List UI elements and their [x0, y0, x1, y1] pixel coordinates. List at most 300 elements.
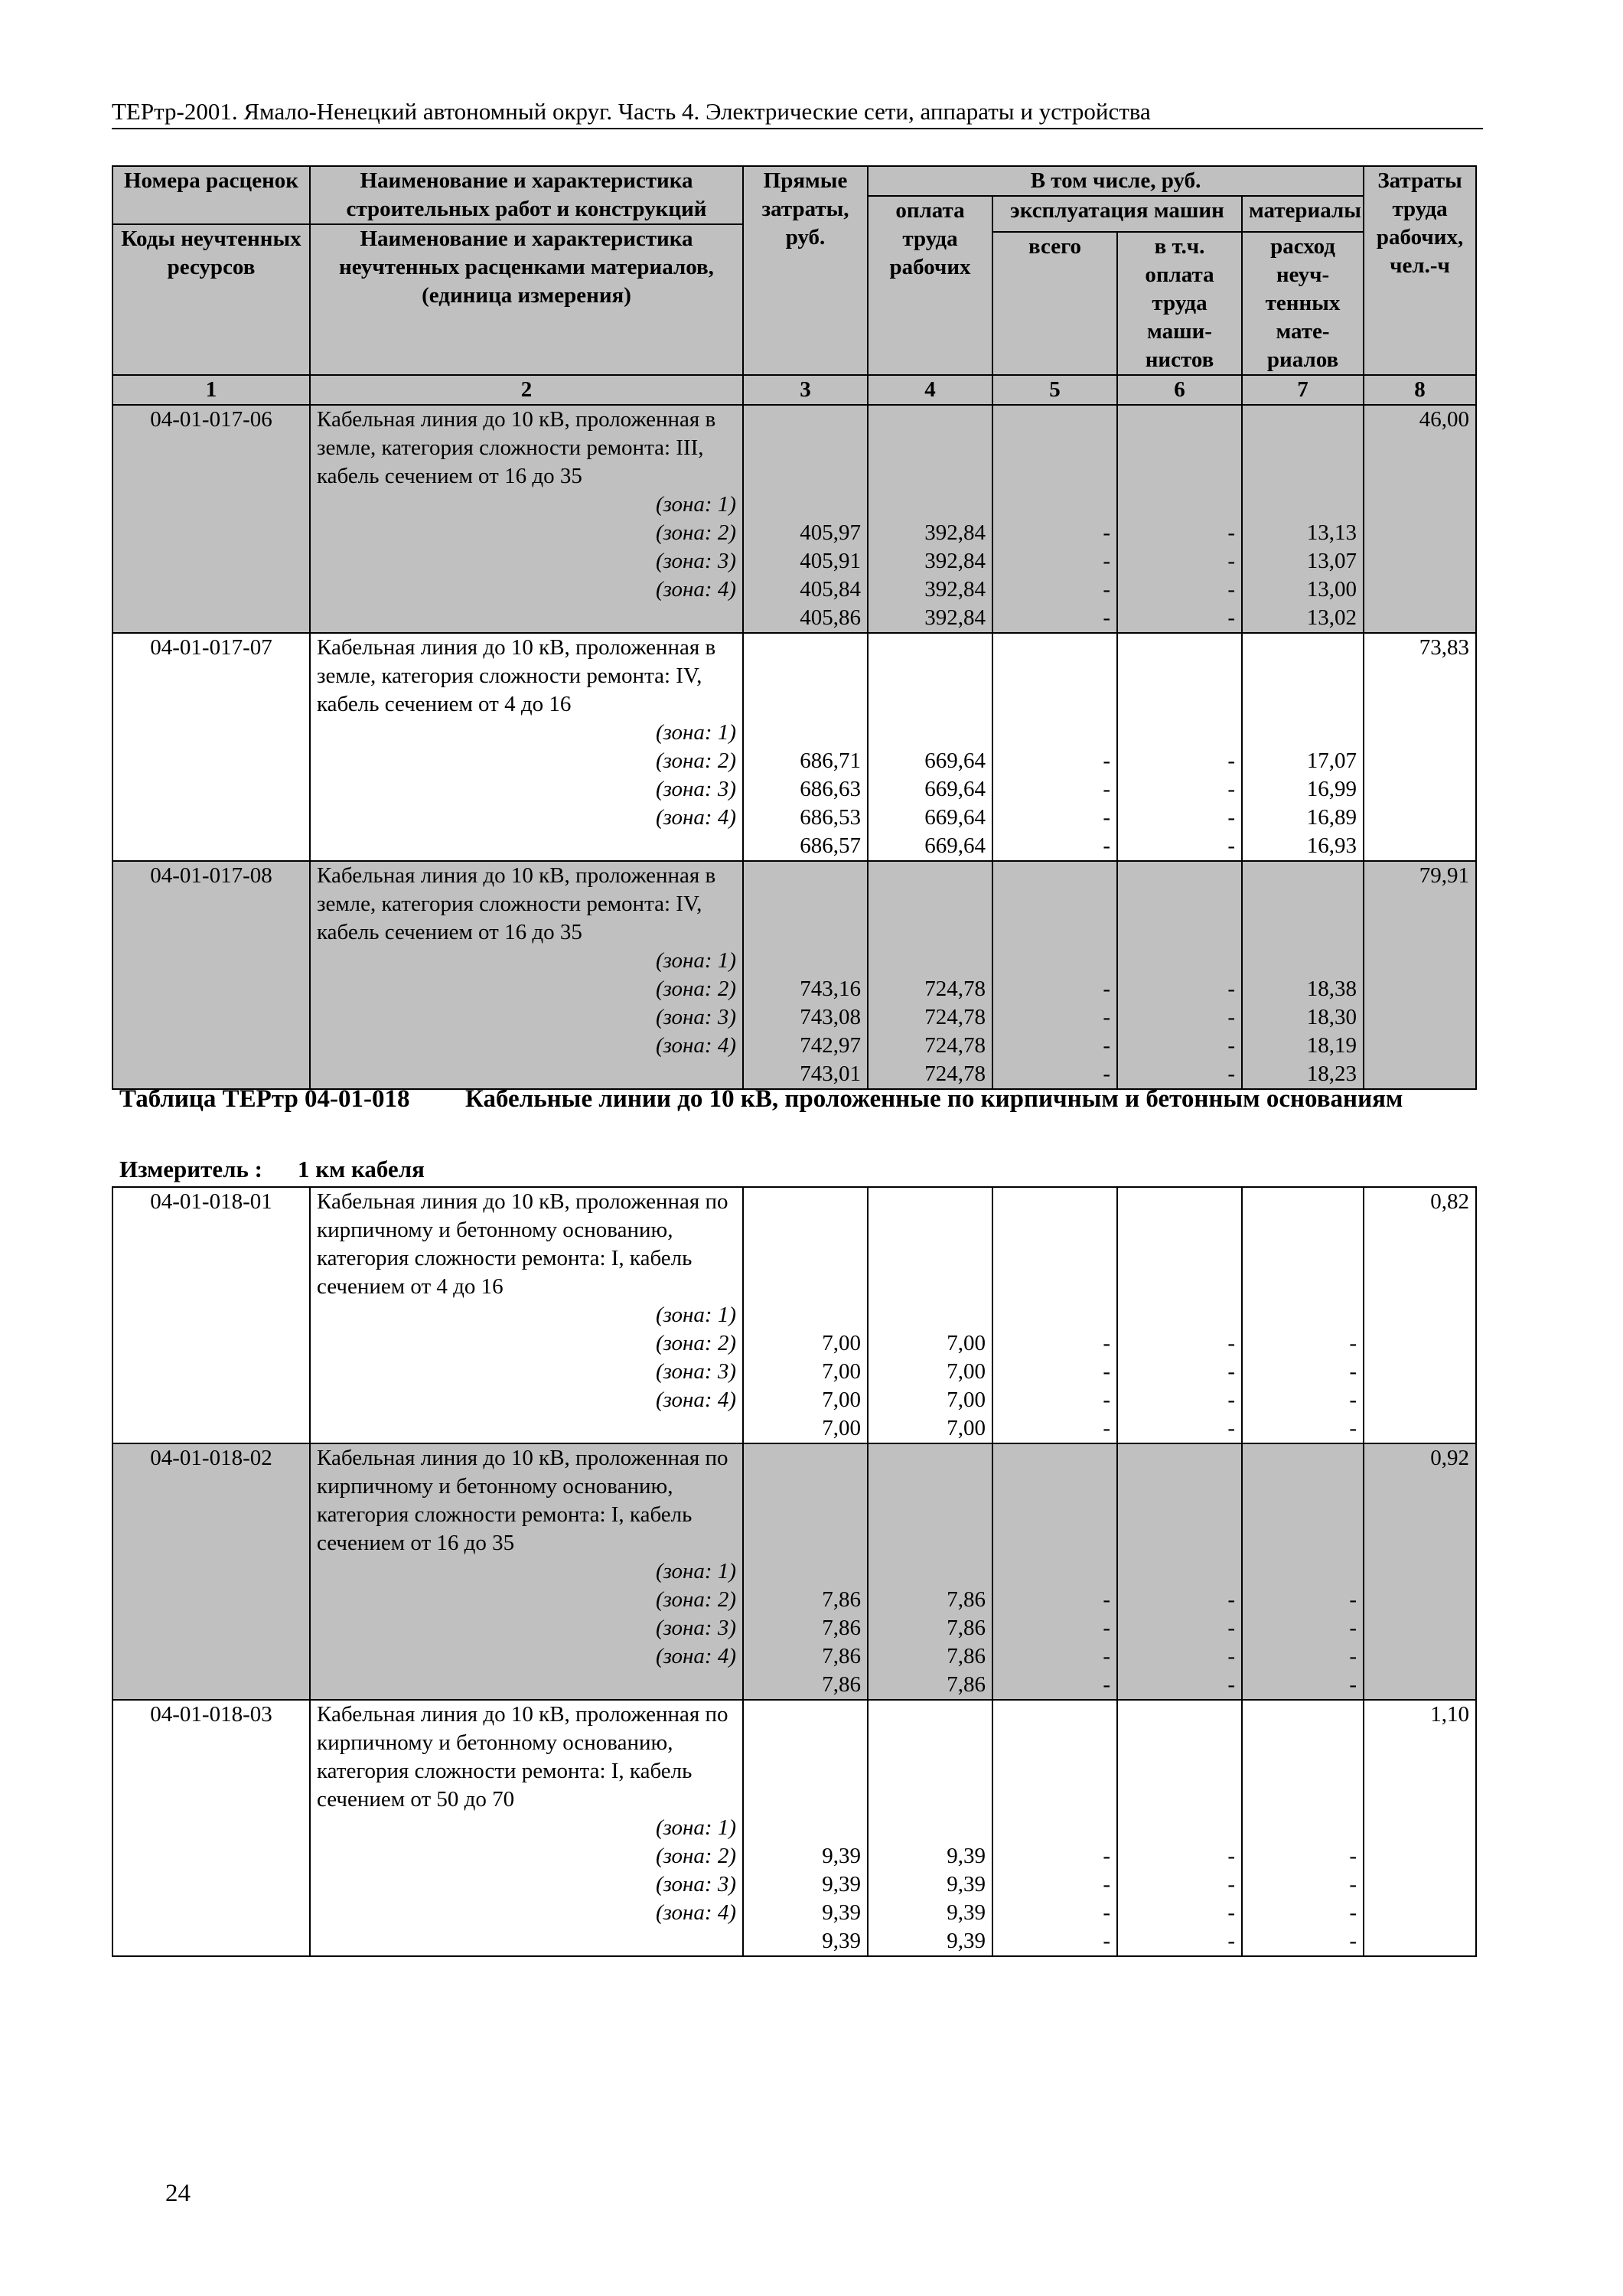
value-direct: 742,97 — [800, 1033, 861, 1058]
col-number: 2 — [310, 375, 743, 405]
value-mat: - — [1349, 1416, 1357, 1440]
value-mach-pay: - — [1227, 1005, 1235, 1029]
mach-pay-cell — [1117, 1443, 1242, 1700]
mach-cell — [992, 1700, 1117, 1956]
value-mach: - — [1103, 1033, 1110, 1058]
resource-codes-header: Коды неучтенных ресурсов — [112, 224, 310, 375]
spacer-line — [1249, 1757, 1357, 1786]
zone-label: (зона: 2) — [655, 520, 736, 545]
zone-label: (зона: 2) — [655, 977, 736, 1001]
spacer-line — [999, 1273, 1110, 1301]
direct-cell — [743, 633, 868, 861]
value-mat: 17,07 — [1306, 748, 1357, 773]
value-mach-pay: - — [1227, 577, 1235, 602]
value-direct: 743,01 — [800, 1062, 861, 1086]
value-direct: 686,57 — [800, 833, 861, 858]
value-mach-pay: - — [1227, 1872, 1235, 1896]
description-cell — [310, 1700, 743, 1956]
value-direct: 7,86 — [822, 1587, 861, 1612]
spacer-line — [875, 1273, 986, 1301]
value-mach-pay: - — [1227, 1587, 1235, 1612]
spacer-line — [1249, 491, 1357, 519]
spacer-line — [750, 662, 861, 690]
spacer-line — [1249, 662, 1357, 690]
value-direct: 7,00 — [822, 1331, 861, 1355]
zone-label: (зона: 3) — [655, 1872, 736, 1896]
spacer-line — [1249, 1244, 1357, 1273]
value-direct: 7,86 — [822, 1672, 861, 1697]
spacer-line — [750, 918, 861, 947]
spacer-line — [750, 406, 861, 434]
value-mach-pay: - — [1227, 1388, 1235, 1412]
spacer-line — [875, 1244, 986, 1273]
spacer-line — [1124, 491, 1235, 519]
value-mach: - — [1103, 1872, 1110, 1896]
spacer-line — [875, 1557, 986, 1586]
work-description: Кабельная линия до 10 кВ, проложенная по кирпичному и бетонному основанию, категория сложности ремонта: I, кабель сечением от 16 до 35 — [317, 1446, 728, 1555]
mat-cell — [1242, 861, 1364, 1089]
value-mach: - — [1103, 1331, 1110, 1355]
zone-label: (зона: 2) — [655, 1844, 736, 1868]
value-mach-pay: - — [1227, 977, 1235, 1001]
mach-pay-cell — [1117, 633, 1242, 861]
record-row — [112, 1187, 1476, 1443]
spacer-line — [875, 634, 986, 662]
running-header: ТЕРтр-2001. Ямало-Ненецкий автономный округ. Часть 4. Электрические сети, аппараты и устройства — [112, 96, 1483, 129]
value-mach: - — [1103, 520, 1110, 545]
spacer-line — [750, 1244, 861, 1273]
pay-cell — [868, 633, 992, 861]
spacer-line — [1249, 719, 1357, 747]
spacer-line — [1124, 1557, 1235, 1586]
spacer-line — [1124, 1244, 1235, 1273]
description-cell — [310, 405, 743, 633]
pay-cell — [868, 1700, 992, 1956]
value-mach: - — [1103, 1062, 1110, 1086]
spacer-line — [1124, 1444, 1235, 1473]
work-name-header: Наименование и характеристика строительных работ и конструкций — [310, 166, 743, 224]
value-mach-pay: - — [1227, 1062, 1235, 1086]
spacer-line — [1124, 1529, 1235, 1557]
pay-cell — [868, 861, 992, 1089]
unaccounted-materials-header: расход неуч- тенных мате- риалов — [1242, 232, 1364, 375]
rates-table-04-01-017 — [112, 165, 1477, 1090]
value-mach: - — [1103, 748, 1110, 773]
spacer-line — [999, 1501, 1110, 1529]
spacer-line — [999, 1557, 1110, 1586]
spacer-line — [1249, 1473, 1357, 1501]
spacer-line — [999, 918, 1110, 947]
value-mach-pay: - — [1227, 777, 1235, 801]
value-mat: 18,19 — [1306, 1033, 1357, 1058]
value-mat: 18,30 — [1306, 1005, 1357, 1029]
direct-cell — [743, 861, 868, 1089]
value-mat: - — [1349, 1359, 1357, 1384]
direct-cell — [743, 1443, 868, 1700]
value-mach-pay: - — [1227, 833, 1235, 858]
spacer-line — [875, 1786, 986, 1814]
labor-pay-header: оплата труда рабочих — [868, 196, 992, 375]
rate-code-cell — [112, 1443, 310, 1700]
value-mach: - — [1103, 1388, 1110, 1412]
material-name-header: Наименование и характеристика неучтенных расценками материалов, (единица измерения) — [310, 224, 743, 375]
description-cell — [310, 633, 743, 861]
value-direct: 405,84 — [800, 577, 861, 602]
spacer-line — [1249, 1529, 1357, 1557]
rate-code: 04-01-018-01 — [150, 1189, 272, 1214]
spacer-line — [1249, 862, 1357, 890]
value-pay: 7,86 — [947, 1672, 986, 1697]
rate-code-cell — [112, 633, 310, 861]
spacer-line — [1124, 662, 1235, 690]
direct-cell — [743, 1700, 868, 1956]
spacer-line — [1249, 918, 1357, 947]
spacer-line — [750, 1757, 861, 1786]
value-pay: 392,84 — [924, 605, 986, 630]
spacer-line — [750, 1501, 861, 1529]
value-mach-pay: - — [1227, 1900, 1235, 1925]
spacer-line — [999, 1473, 1110, 1501]
value-pay: 7,00 — [947, 1331, 986, 1355]
spacer-line — [875, 947, 986, 975]
spacer-line — [1249, 1188, 1357, 1216]
rate-code-cell — [112, 1700, 310, 1956]
spacer-line — [999, 1786, 1110, 1814]
zone-label: (зона: 2) — [655, 748, 736, 773]
mat-cell — [1242, 1187, 1364, 1443]
value-mach: - — [1103, 777, 1110, 801]
spacer-line — [1249, 890, 1357, 918]
page-number: 24 — [165, 2180, 191, 2207]
record-row — [112, 405, 1476, 633]
spacer-line — [1124, 1301, 1235, 1329]
value-mach: - — [1103, 977, 1110, 1001]
col-number: 8 — [1364, 375, 1476, 405]
mach-cell — [992, 1187, 1117, 1443]
value-mat: - — [1349, 1929, 1357, 1953]
machine-total-header: всего — [992, 232, 1117, 375]
spacer-line — [750, 1529, 861, 1557]
spacer-line — [999, 1244, 1110, 1273]
mach-pay-cell — [1117, 1187, 1242, 1443]
spacer-line — [999, 406, 1110, 434]
spacer-line — [875, 662, 986, 690]
table-label: Таблица ТЕРтр 04-01-018 — [119, 1085, 410, 1113]
spacer-line — [875, 719, 986, 747]
value-mat: - — [1349, 1672, 1357, 1697]
spacer-line — [750, 862, 861, 890]
spacer-line — [750, 1729, 861, 1757]
value-mach-pay: - — [1227, 1844, 1235, 1868]
spacer-line — [999, 662, 1110, 690]
labor-costs-value: 79,91 — [1419, 863, 1470, 888]
spacer-line — [1124, 1757, 1235, 1786]
zone-label: (зона: 1) — [655, 1559, 736, 1583]
spacer-line — [1124, 1701, 1235, 1729]
record-row — [112, 633, 1476, 861]
value-pay: 9,39 — [947, 1929, 986, 1953]
zone-label: (зона: 1) — [655, 1815, 736, 1840]
value-mach: - — [1103, 1900, 1110, 1925]
value-mat: 16,99 — [1306, 777, 1357, 801]
mach-pay-cell — [1117, 405, 1242, 633]
spacer-line — [875, 1501, 986, 1529]
value-mat: 16,93 — [1306, 833, 1357, 858]
spacer-line — [1249, 1444, 1357, 1473]
spacer-line — [750, 462, 861, 491]
value-mach: - — [1103, 833, 1110, 858]
spacer-line — [750, 947, 861, 975]
value-mat: - — [1349, 1872, 1357, 1896]
spacer-line — [1124, 1473, 1235, 1501]
spacer-line — [750, 1814, 861, 1842]
labor-costs-value: 1,10 — [1430, 1702, 1469, 1727]
zone-label: (зона: 4) — [655, 1644, 736, 1668]
spacer-line — [875, 1701, 986, 1729]
value-pay: 7,00 — [947, 1359, 986, 1384]
spacer-line — [1124, 1786, 1235, 1814]
record-row — [112, 861, 1476, 1089]
spacer-line — [1249, 1729, 1357, 1757]
spacer-line — [875, 918, 986, 947]
value-mach-pay: - — [1227, 549, 1235, 573]
value-mat: 16,89 — [1306, 805, 1357, 830]
value-mach: - — [1103, 1359, 1110, 1384]
labor-costs-cell — [1364, 1700, 1476, 1956]
spacer-line — [875, 1757, 986, 1786]
zone-label: (зона: 4) — [655, 1033, 736, 1058]
mach-cell — [992, 633, 1117, 861]
spacer-line — [875, 434, 986, 462]
spacer-line — [1124, 462, 1235, 491]
labor-costs-value: 0,82 — [1430, 1189, 1469, 1214]
spacer-line — [875, 1814, 986, 1842]
rate-code: 04-01-017-08 — [150, 863, 272, 888]
spacer-line — [1249, 1216, 1357, 1244]
value-pay: 9,39 — [947, 1872, 986, 1896]
spacer-line — [999, 947, 1110, 975]
zone-label: (зона: 3) — [655, 777, 736, 801]
zone-label: (зона: 2) — [655, 1331, 736, 1355]
spacer-line — [1124, 719, 1235, 747]
labor-costs-cell — [1364, 1187, 1476, 1443]
spacer-line — [1124, 890, 1235, 918]
value-mach-pay: - — [1227, 1416, 1235, 1440]
mach-pay-cell — [1117, 861, 1242, 1089]
mach-pay-cell — [1117, 1700, 1242, 1956]
spacer-line — [999, 1529, 1110, 1557]
rate-code: 04-01-018-02 — [150, 1446, 272, 1470]
spacer-line — [1249, 1557, 1357, 1586]
spacer-line — [999, 1188, 1110, 1216]
value-direct: 9,39 — [822, 1900, 861, 1925]
spacer-line — [875, 1301, 986, 1329]
zone-label: (зона: 3) — [655, 1616, 736, 1640]
spacer-line — [999, 491, 1110, 519]
value-direct: 7,00 — [822, 1388, 861, 1412]
work-description: Кабельная линия до 10 кВ, проложенная в земле, категория сложности ремонта: III, кабель сечением от 16 до 35 — [317, 407, 716, 488]
spacer-line — [750, 1301, 861, 1329]
mat-cell — [1242, 1443, 1364, 1700]
record-row — [112, 1700, 1476, 1956]
value-mach: - — [1103, 1587, 1110, 1612]
value-pay: 7,86 — [947, 1587, 986, 1612]
col-number: 3 — [743, 375, 868, 405]
spacer-line — [999, 434, 1110, 462]
value-mach: - — [1103, 605, 1110, 630]
value-mat: 13,07 — [1306, 549, 1357, 573]
spacer-line — [1124, 862, 1235, 890]
spacer-line — [750, 634, 861, 662]
col-number: 5 — [992, 375, 1117, 405]
value-mach-pay: - — [1227, 748, 1235, 773]
value-mach-pay: - — [1227, 520, 1235, 545]
spacer-line — [999, 1701, 1110, 1729]
value-mat: - — [1349, 1388, 1357, 1412]
pay-cell — [868, 1443, 992, 1700]
mat-cell — [1242, 405, 1364, 633]
value-mat: 13,13 — [1306, 520, 1357, 545]
spacer-line — [1124, 1216, 1235, 1244]
rate-code-cell — [112, 405, 310, 633]
spacer-line — [750, 890, 861, 918]
rate-code-cell — [112, 1187, 310, 1443]
spacer-line — [1249, 947, 1357, 975]
machine-operation-header: эксплуатация машин — [992, 196, 1242, 232]
value-mach-pay: - — [1227, 1929, 1235, 1953]
direct-cell — [743, 1187, 868, 1443]
mach-cell — [992, 1443, 1117, 1700]
spacer-line — [875, 491, 986, 519]
value-mat: 13,00 — [1306, 577, 1357, 602]
labor-costs-value: 0,92 — [1430, 1446, 1469, 1470]
spacer-line — [750, 1557, 861, 1586]
measure-label: Измеритель : — [119, 1156, 262, 1182]
spacer-line — [875, 1529, 986, 1557]
value-direct: 686,63 — [800, 777, 861, 801]
value-direct: 7,00 — [822, 1359, 861, 1384]
value-mach-pay: - — [1227, 805, 1235, 830]
direct-cell — [743, 405, 868, 633]
value-pay: 9,39 — [947, 1900, 986, 1925]
value-pay: 669,64 — [924, 748, 986, 773]
value-mat: 13,02 — [1306, 605, 1357, 630]
work-description: Кабельная линия до 10 кВ, проложенная по кирпичному и бетонному основанию, категория сложности ремонта: I, кабель сечением от 50 до 70 — [317, 1702, 728, 1812]
measure-value: 1 км кабеля — [297, 1156, 425, 1182]
value-mach: - — [1103, 805, 1110, 830]
mach-cell — [992, 861, 1117, 1089]
including-header: В том числе, руб. — [868, 166, 1364, 196]
col-number: 4 — [868, 375, 992, 405]
value-direct: 9,39 — [822, 1872, 861, 1896]
spacer-line — [750, 1444, 861, 1473]
value-pay: 669,64 — [924, 805, 986, 830]
spacer-line — [1124, 1814, 1235, 1842]
value-mat: - — [1349, 1844, 1357, 1868]
zone-label: (зона: 1) — [655, 948, 736, 973]
value-mach-pay: - — [1227, 1331, 1235, 1355]
zone-label: (зона: 3) — [655, 1359, 736, 1384]
zone-label: (зона: 4) — [655, 805, 736, 830]
value-pay: 392,84 — [924, 520, 986, 545]
value-direct: 743,16 — [800, 977, 861, 1001]
spacer-line — [750, 719, 861, 747]
direct-costs-header: Прямые затраты, руб. — [743, 166, 868, 375]
value-pay: 392,84 — [924, 577, 986, 602]
spacer-line — [875, 1188, 986, 1216]
value-pay: 669,64 — [924, 777, 986, 801]
zone-label: (зона: 1) — [655, 492, 736, 517]
value-direct: 405,97 — [800, 520, 861, 545]
value-mat: - — [1349, 1587, 1357, 1612]
value-direct: 9,39 — [822, 1844, 861, 1868]
value-pay: 724,78 — [924, 977, 986, 1001]
spacer-line — [999, 719, 1110, 747]
value-pay: 7,86 — [947, 1616, 986, 1640]
rate-code-cell — [112, 861, 310, 1089]
spacer-line — [1124, 947, 1235, 975]
value-mach: - — [1103, 1005, 1110, 1029]
value-direct: 7,86 — [822, 1644, 861, 1668]
mat-cell — [1242, 1700, 1364, 1956]
spacer-line — [999, 1814, 1110, 1842]
rate-code: 04-01-017-06 — [150, 407, 272, 432]
spacer-line — [875, 862, 986, 890]
value-mat: - — [1349, 1616, 1357, 1640]
rate-numbers-header: Номера расценок — [112, 166, 310, 224]
zone-label: (зона: 1) — [655, 720, 736, 745]
spacer-line — [750, 1273, 861, 1301]
rate-code: 04-01-017-07 — [150, 635, 272, 660]
labor-costs-header: Затраты труда рабочих, чел.-ч — [1364, 166, 1476, 375]
zone-label: (зона: 4) — [655, 1900, 736, 1925]
spacer-line — [999, 890, 1110, 918]
value-mach: - — [1103, 1672, 1110, 1697]
spacer-line — [1249, 406, 1357, 434]
pay-cell — [868, 405, 992, 633]
spacer-line — [999, 634, 1110, 662]
col-number: 7 — [1242, 375, 1364, 405]
labor-costs-cell — [1364, 405, 1476, 633]
spacer-line — [1249, 1501, 1357, 1529]
spacer-line — [1124, 690, 1235, 719]
value-pay: 9,39 — [947, 1844, 986, 1868]
value-pay: 724,78 — [924, 1062, 986, 1086]
rate-code: 04-01-018-03 — [150, 1702, 272, 1727]
value-mach-pay: - — [1227, 1672, 1235, 1697]
value-mach: - — [1103, 1644, 1110, 1668]
labor-costs-cell — [1364, 1443, 1476, 1700]
labor-costs-cell — [1364, 861, 1476, 1089]
spacer-line — [1249, 1786, 1357, 1814]
value-direct: 7,00 — [822, 1416, 861, 1440]
record-row — [112, 1443, 1476, 1700]
spacer-line — [999, 1216, 1110, 1244]
work-description: Кабельная линия до 10 кВ, проложенная в земле, категория сложности ремонта: IV, кабель сечением от 4 до 16 — [317, 635, 716, 716]
value-mach-pay: - — [1227, 1616, 1235, 1640]
spacer-line — [875, 1473, 986, 1501]
spacer-line — [750, 1188, 861, 1216]
value-pay: 724,78 — [924, 1005, 986, 1029]
mach-cell — [992, 405, 1117, 633]
value-pay: 7,86 — [947, 1644, 986, 1668]
spacer-line — [875, 1216, 986, 1244]
spacer-line — [875, 406, 986, 434]
value-pay: 724,78 — [924, 1033, 986, 1058]
work-description: Кабельная линия до 10 кВ, проложенная в земле, категория сложности ремонта: IV, кабель сечением от 16 до 35 — [317, 863, 716, 944]
zone-label: (зона: 2) — [655, 1587, 736, 1612]
value-mach-pay: - — [1227, 1033, 1235, 1058]
